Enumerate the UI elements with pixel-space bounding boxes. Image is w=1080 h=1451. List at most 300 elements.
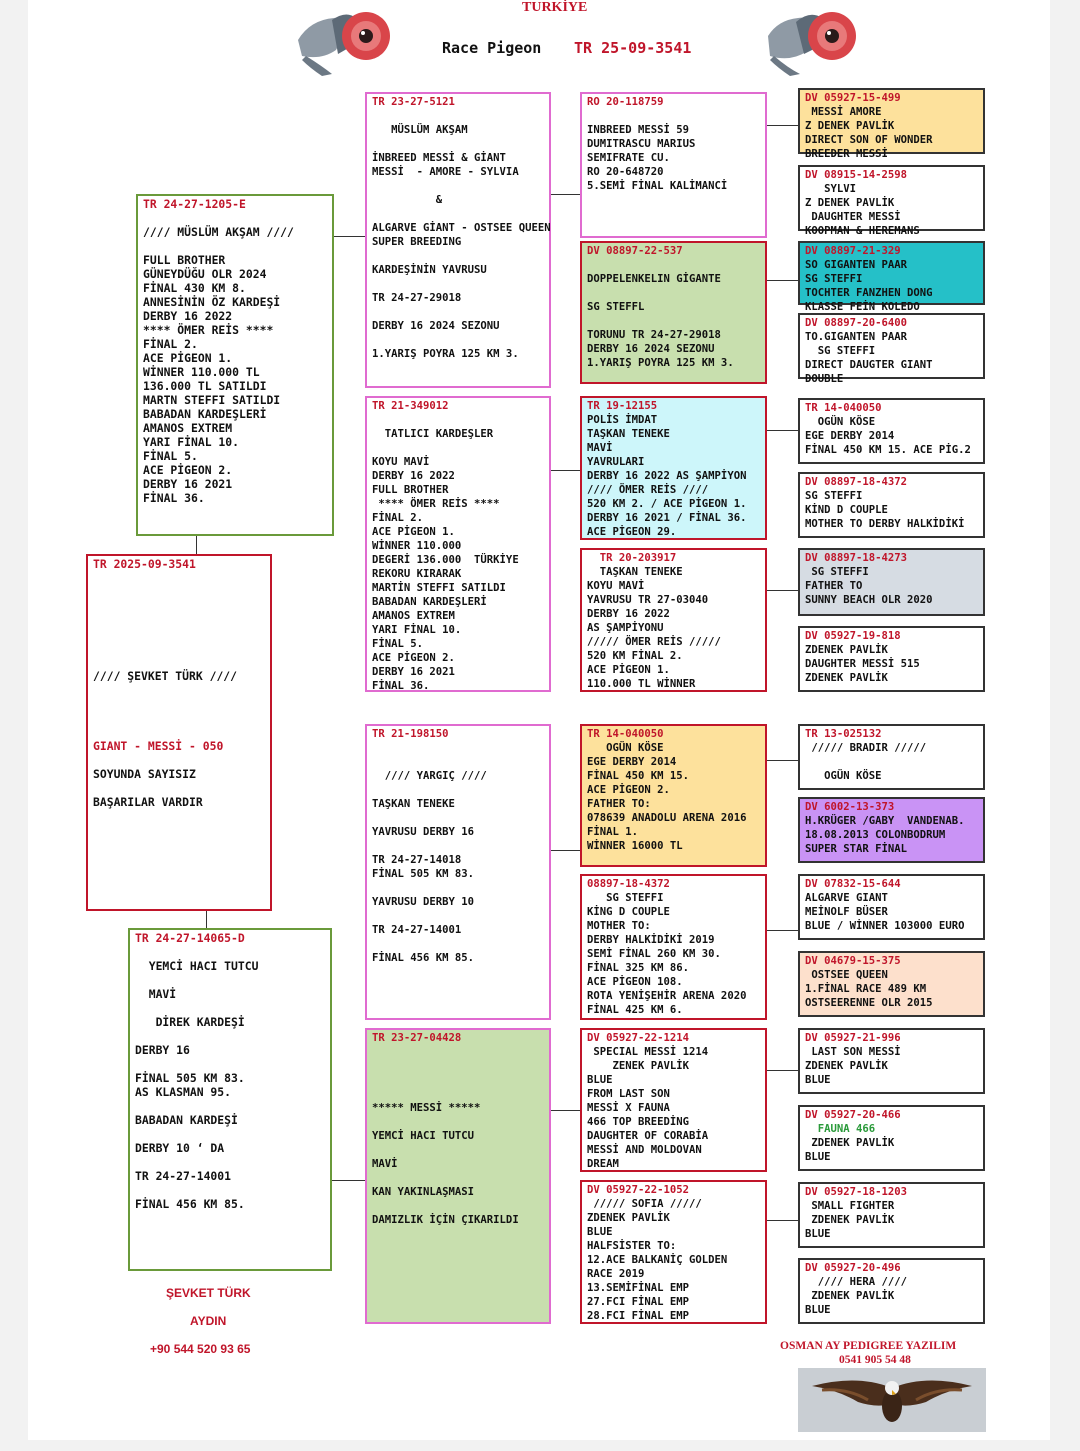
dd-line-3 xyxy=(372,1073,544,1087)
sd-line-9: ACE PİGEON 1. xyxy=(372,526,455,538)
sss-line-2: INBREED MESSİ 59 xyxy=(587,124,690,136)
gen5-box-3 xyxy=(798,241,985,313)
ds-line-14: TR 24-27-14001 xyxy=(372,924,462,936)
sss-line-6: 5.SEMİ FİNAL KALİMANCİ xyxy=(587,180,728,192)
dsd-line-0: 08897-18-4372 xyxy=(587,878,670,890)
ddd-line-8: 27.FCI FİNAL EMP xyxy=(587,1296,690,1308)
sdd-line-2: KOYU MAVİ xyxy=(587,580,645,592)
g7-line-3: SUNNY BEACH OLR 2020 xyxy=(805,594,933,606)
g9-line-0: TR 13-025132 xyxy=(805,728,882,740)
document-title: Race Pigeon xyxy=(442,39,542,57)
dss-line-7: FİNAL 1. xyxy=(587,826,639,838)
dds-line-9: DREAM xyxy=(587,1158,619,1170)
sd-line-18: ACE PİGEON 2. xyxy=(372,652,455,664)
gen5-box-5 xyxy=(798,398,985,464)
ds-line-1 xyxy=(372,741,544,755)
dam-line-17: TR 24-27-14001 xyxy=(135,1169,232,1183)
g4-line-0: DV 08897-20-6400 xyxy=(805,317,908,329)
sd-line-5: DERBY 16 2022 xyxy=(372,470,455,482)
ss-line-4: İNBREED MESSİ & GİANT xyxy=(372,152,506,164)
sd-line-16: YARI FİNAL 10. xyxy=(372,624,462,636)
sire-line-4: FULL BROTHER xyxy=(143,253,226,267)
dds-line-5: MESSİ X FAUNA xyxy=(587,1102,670,1114)
subject-line-17: BAŞARILAR VARDIR xyxy=(93,795,203,809)
gen5-box-4 xyxy=(798,313,985,385)
g1-line-3: DIRECT SON OF WONDER xyxy=(805,134,933,146)
subject-line-14 xyxy=(93,753,265,767)
software-phone: 0541 905 54 48 xyxy=(839,1354,911,1366)
sds-line-3: MAVİ xyxy=(587,442,613,454)
g3-line-4: KLASSE FEİN KOLEDO xyxy=(805,301,920,313)
sd-line-0: TR 21-349012 xyxy=(372,400,449,412)
sss-line-0: RO 20-118759 xyxy=(587,96,664,108)
ds-line-6 xyxy=(372,811,544,825)
gen5-box-13 xyxy=(798,1028,985,1094)
pigeon-right-image xyxy=(758,6,858,78)
gen4-sss-box xyxy=(580,92,767,238)
sire-line-6: FİNAL 430 KM 8. xyxy=(143,281,246,295)
ss-line-9: ALGARVE GİANT - OSTSEE QUEEN xyxy=(372,222,551,234)
sd-line-1 xyxy=(372,413,544,427)
dds-line-4: FROM LAST SON xyxy=(587,1088,670,1100)
g10-line-1: H.KRÜGER /GABY VANDENAB. xyxy=(805,815,965,827)
dam-line-1 xyxy=(135,945,325,959)
ds-line-16: FİNAL 456 KM 85. xyxy=(372,952,475,964)
g6-line-3: MOTHER TO DERBY HALKİDİKİ xyxy=(805,518,965,530)
ss-line-11 xyxy=(372,249,544,263)
sire-dam-box xyxy=(365,396,551,692)
subject-line-13: GIANT - MESSİ - 050 xyxy=(93,739,224,753)
ddd-line-6: RACE 2019 xyxy=(587,1268,645,1280)
ss-line-15 xyxy=(372,305,544,319)
g9-line-3: OGÜN KÖSE xyxy=(805,770,882,782)
dd-line-12 xyxy=(372,1199,544,1213)
gen4-sds-box xyxy=(580,396,767,540)
dam-line-0: TR 24-27-14065-D xyxy=(135,931,245,945)
dam-line-11: AS KLASMAN 95. xyxy=(135,1085,232,1099)
ddd-line-2: ZDENEK PAVLİK xyxy=(587,1212,670,1224)
subject-line-5 xyxy=(93,627,265,641)
gen5-box-16 xyxy=(798,1258,985,1324)
g1-line-2: Z DENEK PAVLİK xyxy=(805,120,895,132)
sire-line-21: FİNAL 36. xyxy=(143,491,205,505)
connector-subject-sire xyxy=(196,536,197,554)
gen5-box-15 xyxy=(798,1182,985,1248)
g8-line-1: ZDENEK PAVLİK xyxy=(805,644,888,656)
gen5-box-7 xyxy=(798,548,985,616)
ddd-line-1: ///// SOFIA ///// xyxy=(587,1198,702,1210)
dds-line-1: SPECIAL MESSİ 1214 xyxy=(587,1046,709,1058)
g3-line-1: SO GIGANTEN PAAR xyxy=(805,259,908,271)
subject-line-9 xyxy=(93,683,265,697)
dam-line-14 xyxy=(135,1127,325,1141)
ss-line-0: TR 23-27-5121 xyxy=(372,96,455,108)
sire-line-5: GÜNEYDÜĞU OLR 2024 xyxy=(143,267,267,281)
g15-line-3: BLUE xyxy=(805,1228,831,1240)
ss-line-13 xyxy=(372,277,544,291)
connector-dd-dds xyxy=(550,1110,580,1111)
dds-line-3: BLUE xyxy=(587,1074,613,1086)
subject-line-16 xyxy=(93,781,265,795)
connector-sdd-g7 xyxy=(766,590,798,591)
dss-line-6: 078639 ANADOLU ARENA 2016 xyxy=(587,812,747,824)
sd-line-2: TATLICI KARDEŞLER xyxy=(372,428,494,440)
dds-line-8: MESSİ AND MOLDOVAN xyxy=(587,1144,702,1156)
sds-line-0: TR 19-12155 xyxy=(587,400,658,412)
dss-line-2: EGE DERBY 2014 xyxy=(587,756,677,768)
ds-line-8 xyxy=(372,839,544,853)
dam-line-18 xyxy=(135,1183,325,1197)
ds-line-15 xyxy=(372,937,544,951)
g3-line-2: SG STEFFI xyxy=(805,273,863,285)
dss-line-8: WİNNER 16000 TL xyxy=(587,840,683,852)
ss-line-2: MÜSLÜM AKŞAM xyxy=(372,124,468,136)
sds-line-8: DERBY 16 2021 / FİNAL 36. xyxy=(587,512,747,524)
sds-line-5: DERBY 16 2022 AS ŞAMPİYON xyxy=(587,470,747,482)
connector-sd-sds xyxy=(550,470,580,471)
gen4-sdd-box xyxy=(580,548,767,692)
g2-line-3: DAUGHTER MESSİ xyxy=(805,211,901,223)
g2-line-0: DV 08915-14-2598 xyxy=(805,169,908,181)
g13-line-1: LAST SON MESSİ xyxy=(805,1046,901,1058)
dd-line-4 xyxy=(372,1087,544,1101)
g4-line-1: TO.GIGANTEN PAAR xyxy=(805,331,908,343)
g11-line-3: BLUE / WİNNER 103000 EURO xyxy=(805,920,965,932)
sd-line-11: DEGERİ 136.000 TÜRKİYE xyxy=(372,554,519,566)
g10-line-3: SUPER STAR FİNAL xyxy=(805,843,908,855)
sd-line-12: REKORU KIRARAK xyxy=(372,568,462,580)
g2-line-4: KOOPMAN & HEREMANS xyxy=(805,225,920,237)
dam-box xyxy=(128,928,332,1271)
g10-line-2: 18.08.2013 COLONBODRUM xyxy=(805,829,946,841)
gen4-dsd-box xyxy=(580,874,767,1020)
g13-line-3: BLUE xyxy=(805,1074,831,1086)
ssd-line-1 xyxy=(587,258,760,272)
sdd-line-9: 110.000 TL WİNNER xyxy=(587,678,696,690)
sdd-line-4: DERBY 16 2022 xyxy=(587,608,670,620)
breeder-city: AYDIN xyxy=(190,1314,227,1328)
g2-line-1: SYLVI xyxy=(805,183,857,195)
sd-line-10: WİNNER 110.000 xyxy=(372,540,462,552)
g15-line-2: ZDENEK PAVLİK xyxy=(805,1214,895,1226)
sdd-line-1: TAŞKAN TENEKE xyxy=(587,566,683,578)
ssd-line-3 xyxy=(587,286,760,300)
ssd-line-8: 1.YARIŞ POYRA 125 KM 3. xyxy=(587,357,734,369)
dss-line-0: TR 14-040050 xyxy=(587,728,664,740)
dam-line-15: DERBY 10 ‘ DA xyxy=(135,1141,225,1155)
dd-line-6 xyxy=(372,1115,544,1129)
dd-line-8 xyxy=(372,1143,544,1157)
dsd-line-7: ACE PİGEON 108. xyxy=(587,976,683,988)
sd-line-17: FİNAL 5. xyxy=(372,638,424,650)
g7-line-0: DV 08897-18-4273 xyxy=(805,552,908,564)
dam-line-4: MAVİ xyxy=(135,987,177,1001)
ssd-line-0: DV 08897-22-537 xyxy=(587,245,683,257)
g1-line-1: MESSİ AMORE xyxy=(805,106,882,118)
ssd-line-2: DOPPELENKELIN GİGANTE xyxy=(587,273,721,285)
g7-line-1: SG STEFFI xyxy=(805,566,869,578)
g7-line-2: FATHER TO xyxy=(805,580,863,592)
g16-line-2: ZDENEK PAVLİK xyxy=(805,1290,895,1302)
subject-line-3 xyxy=(93,599,265,613)
subject-line-1 xyxy=(93,571,265,585)
dd-line-7: YEMCİ HACI TUTCU xyxy=(372,1130,475,1142)
sire-sire-box xyxy=(365,92,551,388)
sd-line-15: AMANOS EXTREM xyxy=(372,610,455,622)
subject-line-0: TR 2025-09-3541 xyxy=(93,557,196,571)
dd-line-10 xyxy=(372,1171,544,1185)
connector-ddd-g15 xyxy=(766,1220,798,1221)
ss-line-17 xyxy=(372,333,544,347)
ssd-line-4: SG STEFFL xyxy=(587,301,645,313)
dsd-line-1: SG STEFFI xyxy=(587,892,664,904)
dds-line-6: 466 TOP BREEDİNG xyxy=(587,1116,690,1128)
sd-line-3 xyxy=(372,441,544,455)
dsd-line-6: FİNAL 325 KM 86. xyxy=(587,962,690,974)
g11-line-1: ALGARVE GIANT xyxy=(805,892,888,904)
sire-line-19: ACE PİGEON 2. xyxy=(143,463,233,477)
dam-line-2: YEMCİ HACI TUTCU xyxy=(135,959,259,973)
connector-dsd-g11 xyxy=(766,930,798,931)
g12-line-0: DV 04679-15-375 xyxy=(805,955,901,967)
gen4-dds-box xyxy=(580,1028,767,1172)
subject-line-12 xyxy=(93,725,265,739)
subject-line-15: SOYUNDA SAYISIZ xyxy=(93,767,196,781)
sdd-line-7: 520 KM FİNAL 2. xyxy=(587,650,683,662)
dam-dam-box xyxy=(365,1028,551,1324)
ss-line-12: KARDEŞİNİN YAVRUSU xyxy=(372,264,487,276)
sire-line-1 xyxy=(143,211,327,225)
sds-line-6: //// ÖMER REİS //// xyxy=(587,484,709,496)
g9-line-1: ///// BRADIR ///// xyxy=(805,742,927,754)
sss-line-4: SEMIFRATE CU. xyxy=(587,152,670,164)
dsd-line-5: SEMİ FİNAL 260 KM 30. xyxy=(587,948,721,960)
ds-line-5: TAŞKAN TENEKE xyxy=(372,798,455,810)
g13-line-2: ZDENEK PAVLİK xyxy=(805,1060,888,1072)
ds-line-10: FİNAL 505 KM 83. xyxy=(372,868,475,880)
dam-line-19: FİNAL 456 KM 85. xyxy=(135,1197,245,1211)
dds-line-7: DAUGHTER OF CORABİA xyxy=(587,1130,709,1142)
g12-line-3: OSTSEERENNE OLR 2015 xyxy=(805,997,933,1009)
ddd-line-5: 12.ACE BALKANİÇ GOLDEN xyxy=(587,1254,728,1266)
g10-line-0: DV 6002-13-373 xyxy=(805,801,895,813)
ds-line-0: TR 21-198150 xyxy=(372,728,449,740)
subject-line-8: //// ŞEVKET TÜRK //// xyxy=(93,669,238,683)
ddd-line-0: DV 05927-22-1052 xyxy=(587,1184,690,1196)
sds-line-4: YAVRULARI xyxy=(587,456,645,468)
dd-line-2 xyxy=(372,1059,544,1073)
sire-line-3 xyxy=(143,239,327,253)
connector-sire-ss xyxy=(333,236,365,237)
sds-line-1: POLİS İMDAT xyxy=(587,414,658,426)
sdd-line-8: ACE PİGEON 1. xyxy=(587,664,670,676)
ss-line-1 xyxy=(372,109,544,123)
breeder-name: ŞEVKET TÜRK xyxy=(166,1286,251,1300)
g5-line-3: FİNAL 450 KM 15. ACE PİG.2 xyxy=(805,444,971,456)
sire-box xyxy=(136,194,334,536)
subject-ring-header: TR 25-09-3541 xyxy=(574,39,692,57)
subject-line-7 xyxy=(93,655,265,669)
ss-line-16: DERBY 16 2024 SEZONU xyxy=(372,320,500,332)
dsd-line-8: ROTA YENİŞEHİR ARENA 2020 xyxy=(587,990,747,1002)
sdd-line-3: YAVRUSU TR 27-03040 xyxy=(587,594,709,606)
ddd-line-7: 13.SEMİFİNAL EMP xyxy=(587,1282,690,1294)
dam-line-10: FİNAL 505 KM 83. xyxy=(135,1071,245,1085)
g14-line-3: BLUE xyxy=(805,1151,831,1163)
g16-line-3: BLUE xyxy=(805,1304,831,1316)
g6-line-2: KİND D COUPLE xyxy=(805,504,888,516)
g3-line-3: TOCHTER FANZHEN DONG xyxy=(805,287,933,299)
gen5-box-6 xyxy=(798,472,985,538)
g1-line-4: BREEDER MESSİ xyxy=(805,148,888,160)
gen4-ddd-box xyxy=(580,1180,767,1324)
g15-line-1: SMALL FIGHTER xyxy=(805,1200,895,1212)
ss-line-8 xyxy=(372,207,544,221)
ddd-line-4: HALFSİSTER TO: xyxy=(587,1240,677,1252)
dsd-line-3: MOTHER TO: xyxy=(587,920,651,932)
gen5-box-9 xyxy=(798,724,985,790)
connector-ss-sss xyxy=(550,194,580,195)
g12-line-1: OSTSEE QUEEN xyxy=(805,969,888,981)
g14-line-2: ZDENEK PAVLİK xyxy=(805,1137,895,1149)
ss-line-6 xyxy=(372,179,544,193)
ss-line-10: SUPER BREEDING xyxy=(372,236,462,248)
sd-line-6: FULL BROTHER xyxy=(372,484,449,496)
subject-line-11 xyxy=(93,711,265,725)
g14-line-1: FAUNA 466 xyxy=(805,1123,876,1135)
g5-line-2: EGE DERBY 2014 xyxy=(805,430,895,442)
dsd-line-9: FİNAL 425 KM 6. xyxy=(587,1004,683,1016)
dam-sire-box xyxy=(365,724,551,1020)
sire-line-11: ACE PİGEON 1. xyxy=(143,351,233,365)
connector-ssd-g3 xyxy=(766,280,798,281)
g6-line-1: SG STEFFI xyxy=(805,490,863,502)
breeder-phone: +90 544 520 93 65 xyxy=(150,1342,251,1356)
g8-line-0: DV 05927-19-818 xyxy=(805,630,901,642)
dam-line-7 xyxy=(135,1029,325,1043)
ddd-line-3: BLUE xyxy=(587,1226,613,1238)
sss-line-1 xyxy=(587,109,760,123)
gen5-box-2 xyxy=(798,165,985,237)
ss-line-18: 1.YARIŞ POYRA 125 KM 3. xyxy=(372,348,519,360)
sire-line-20: DERBY 16 2021 xyxy=(143,477,233,491)
sire-line-16: AMANOS EXTREM xyxy=(143,421,233,435)
sire-line-12: WİNNER 110.000 TL xyxy=(143,365,260,379)
sds-line-9: ACE PİGEON 29. xyxy=(587,526,677,538)
sd-line-13: MARTİN STEFFI SATILDI xyxy=(372,582,506,594)
ssd-line-5 xyxy=(587,314,760,328)
sire-line-7: ANNESİNİN ÖZ KARDEŞİ xyxy=(143,295,281,309)
sire-line-17: YARI FİNAL 10. xyxy=(143,435,240,449)
sire-line-13: 136.000 TL SATILDI xyxy=(143,379,267,393)
ds-line-11 xyxy=(372,881,544,895)
g3-line-0: DV 08897-21-329 xyxy=(805,245,901,257)
subject-line-2 xyxy=(93,585,265,599)
dss-line-4: ACE PİGEON 2. xyxy=(587,784,670,796)
ssd-line-7: DERBY 16 2024 SEZONU xyxy=(587,343,715,355)
connector-sds-g5 xyxy=(766,430,798,431)
pedigree-page xyxy=(28,0,1050,1440)
dss-line-5: FATHER TO: xyxy=(587,798,651,810)
dd-line-0: TR 23-27-04428 xyxy=(372,1032,462,1044)
dam-line-13: BABADAN KARDEŞİ xyxy=(135,1113,238,1127)
sire-line-9: **** ÖMER REİS **** xyxy=(143,323,274,337)
sire-line-15: BABADAN KARDEŞLERİ xyxy=(143,407,267,421)
dam-line-5 xyxy=(135,1001,325,1015)
g16-line-1: //// HERA //// xyxy=(805,1276,908,1288)
dd-line-13: DAMIZLIK İÇİN ÇIKARILDI xyxy=(372,1214,519,1226)
g8-line-2: DAUGHTER MESSİ 515 xyxy=(805,658,920,670)
connector-subject-dam xyxy=(206,910,207,928)
g1-line-0: DV 05927-15-499 xyxy=(805,92,901,104)
ss-line-7: & xyxy=(372,194,443,206)
ds-line-4 xyxy=(372,783,544,797)
g9-line-2 xyxy=(805,755,978,769)
g11-line-0: DV 07832-15-644 xyxy=(805,878,901,890)
subject-line-6 xyxy=(93,641,265,655)
gen5-box-12 xyxy=(798,951,985,1017)
sd-line-19: DERBY 16 2021 xyxy=(372,666,455,678)
connector-dam-dd xyxy=(331,1180,365,1181)
ds-line-9: TR 24-27-14018 xyxy=(372,854,462,866)
dam-line-3 xyxy=(135,973,325,987)
sds-line-2: TAŞKAN TENEKE xyxy=(587,428,670,440)
sire-line-2: //// MÜSLÜM AKŞAM //// xyxy=(143,225,294,239)
g4-line-3: DIRECT DAUGTER GIANT xyxy=(805,359,933,371)
gen5-box-11 xyxy=(798,874,985,940)
g15-line-0: DV 05927-18-1203 xyxy=(805,1186,908,1198)
sire-line-0: TR 24-27-1205-E xyxy=(143,197,246,211)
sire-line-18: FİNAL 5. xyxy=(143,449,198,463)
g14-line-0: DV 05927-20-466 xyxy=(805,1109,901,1121)
g8-line-3: ZDENEK PAVLİK xyxy=(805,672,888,684)
ss-line-14: TR 24-27-29018 xyxy=(372,292,462,304)
sire-line-10: FİNAL 2. xyxy=(143,337,198,351)
g4-line-2: SG STEFFI xyxy=(805,345,876,357)
sd-line-4: KOYU MAVİ xyxy=(372,456,430,468)
ds-line-7: YAVRUSU DERBY 16 xyxy=(372,826,475,838)
gen4-ssd-box xyxy=(580,241,767,384)
sd-line-14: BABADAN KARDEŞLERİ xyxy=(372,596,487,608)
dam-line-9 xyxy=(135,1057,325,1071)
subject-line-10 xyxy=(93,697,265,711)
pigeon-left-image xyxy=(292,6,392,78)
dss-line-1: OGÜN KÖSE xyxy=(587,742,664,754)
ds-line-3: //// YARGIÇ //// xyxy=(372,770,487,782)
gen5-box-8 xyxy=(798,626,985,692)
dd-line-1 xyxy=(372,1045,544,1059)
g6-line-0: DV 08897-18-4372 xyxy=(805,476,908,488)
sire-line-8: DERBY 16 2022 xyxy=(143,309,233,323)
g4-line-4: DOUBLE xyxy=(805,373,844,385)
connector-dss-g9 xyxy=(766,760,798,761)
connector-ds-dss xyxy=(550,850,580,851)
sds-line-7: 520 KM 2. / ACE PİGEON 1. xyxy=(587,498,747,510)
gen5-box-1 xyxy=(798,88,985,160)
ddd-line-9: 28.FCI FİNAL EMP xyxy=(587,1310,690,1322)
g12-line-2: 1.FİNAL RACE 489 KM xyxy=(805,983,927,995)
connector-sss-g1 xyxy=(766,125,798,126)
sdd-line-6: ///// ÖMER REİS ///// xyxy=(587,636,721,648)
sdd-line-5: AS ŞAMPİYONU xyxy=(587,622,664,634)
g13-line-0: DV 05927-21-996 xyxy=(805,1032,901,1044)
ssd-line-6: TORUNU TR 24-27-29018 xyxy=(587,329,721,341)
ss-line-3 xyxy=(372,137,544,151)
dds-line-0: DV 05927-22-1214 xyxy=(587,1032,690,1044)
sdd-line-0: TR 20-203917 xyxy=(587,552,677,564)
sire-line-14: MARTN STEFFI SATILDI xyxy=(143,393,281,407)
sss-line-3: DUMITRASCU MARIUS xyxy=(587,138,696,150)
